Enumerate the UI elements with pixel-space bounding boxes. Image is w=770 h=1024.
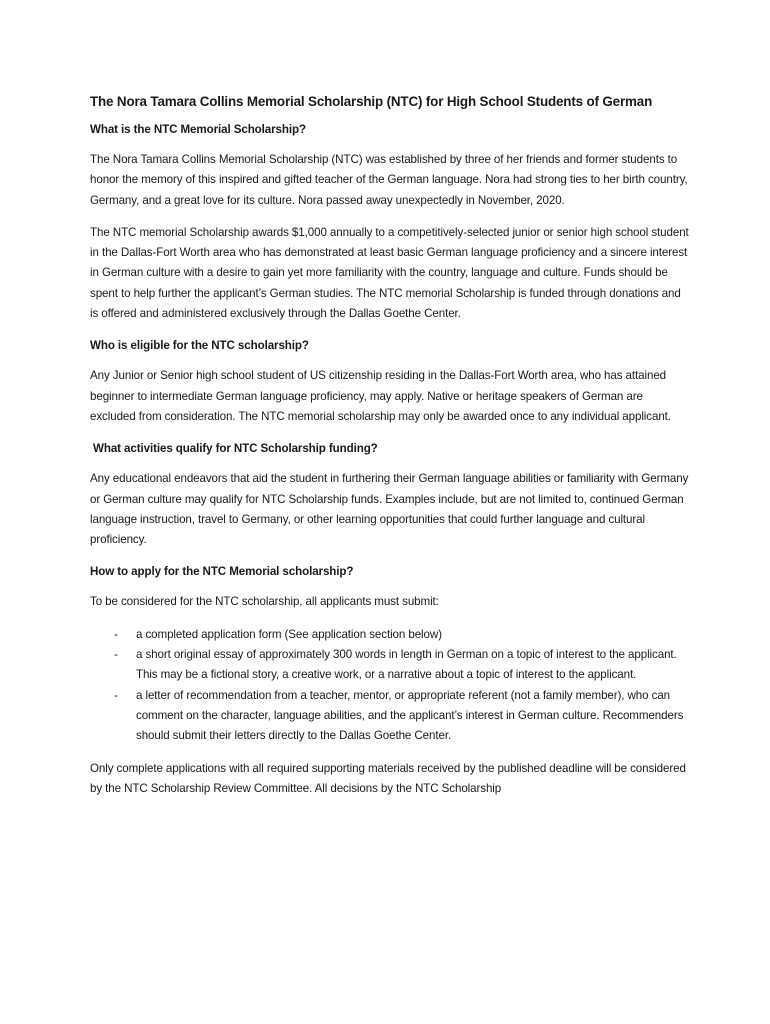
list-item-text: a completed application form (See application section below) (136, 627, 442, 641)
paragraph-submit-intro: To be considered for the NTC scholarship, all applicants must submit: (90, 595, 439, 609)
paragraph-eligibility: Any Junior or Senior high school student of US citizenship residing in the Dallas-Fort Worth area, who has attained beginner to intermediate German language proficiency, may apply. Native or heritage speakers of German are excluded from consideration. The NTC memorial scholarship may only be awarded once to any individual applicant. (90, 369, 671, 423)
paragraph-establishment: The Nora Tamara Collins Memorial Scholarship (NTC) was established by three of her friends and former students to honor the memory of this inspired and gifted teacher of the German language. Nora had strong ties to her birth country, Germany, and a great love for its culture. Nora passed away unexpectedly in November, 2020. (90, 153, 688, 207)
section-heading-eligibility: Who is eligible for the NTC scholarship? (90, 339, 309, 353)
paragraph-activities: Any educational endeavors that aid the student in furthering their German language abilities or familiarity with Germany or German culture may qualify for NTC Scholarship funds. Examples include, but are not limited to, continued German language instruction, travel to Germany, or other learning opportunities that could further language and cultural proficiency. (90, 472, 689, 547)
bullet-marker: - (114, 688, 118, 702)
list-item-text: a letter of recommendation from a teacher, mentor, or appropriate referent (not a family member), who can comment on the character, language abilities, and the applicant’s interest in German culture. Recommenders should submit their letters directly to the Dallas Goethe Center. (136, 688, 684, 743)
list-item (90, 645, 690, 686)
paragraph-award: The NTC memorial Scholarship awards $1,000 annually to a competitively-selected junior or senior high school student in the Dallas-Fort Worth area who has demonstrated at least basic German language proficiency and a sincere interest in German culture with a desire to gain yet more familiarity with the country, language and culture. Funds should be spent to help further the applicant’s German studies. The NTC memorial Scholarship is funded through donations and is offered and administered exclusively through the Dallas Goethe Center. (90, 225, 689, 321)
paragraph-closing: Only complete applications with all required supporting materials received by the published deadline will be considered by the NTC Scholarship Review Committee. All decisions by the NTC Scholarship (90, 761, 686, 795)
list-item (90, 686, 690, 747)
section-heading-how-to-apply: How to apply for the NTC Memorial scholarship? (90, 565, 354, 579)
document-page (90, 92, 690, 811)
bullet-marker: - (114, 648, 118, 662)
list-item (90, 625, 690, 645)
section-heading-what-is: What is the NTC Memorial Scholarship? (90, 123, 306, 136)
document-title: The Nora Tamara Collins Memorial Scholarship (NTC) for High School Students of German (90, 94, 653, 109)
section-heading-activities: What activities qualify for NTC Scholarship funding? (93, 442, 378, 456)
list-item-text: a short original essay of approximately 300 words in length in German on a topic of interest to the applicant. This may be a fictional story, a creative work, or a narrative about a topic of interest to the applicant. (136, 648, 677, 682)
requirements-list (90, 625, 690, 747)
bullet-marker: - (114, 627, 118, 641)
